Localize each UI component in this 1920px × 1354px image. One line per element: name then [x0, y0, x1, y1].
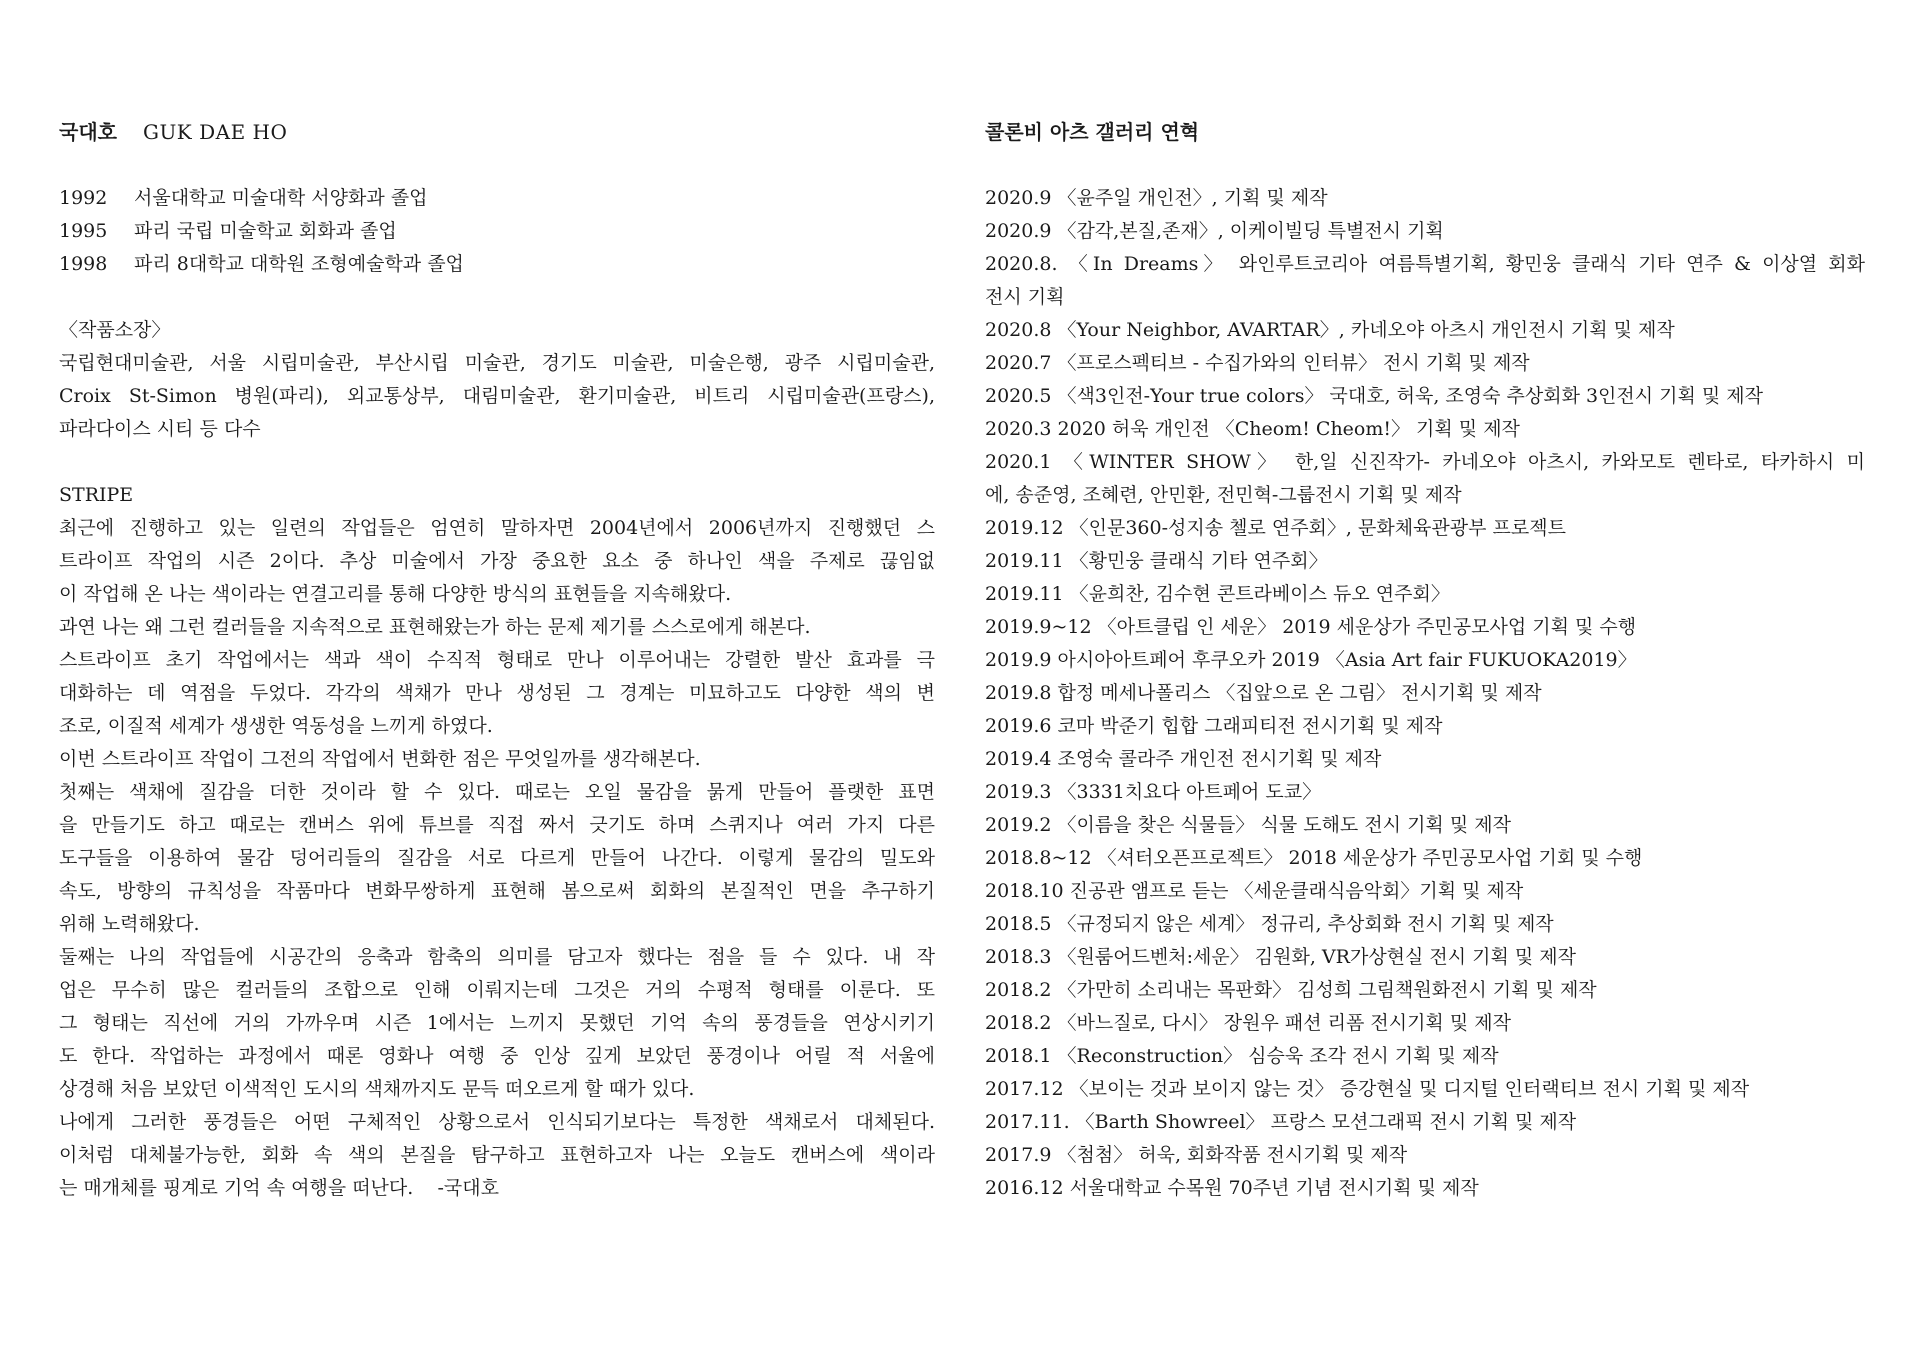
history-item: [985, 347, 1865, 380]
history-item: [985, 182, 1865, 215]
gallery-history-list: [985, 182, 1865, 1205]
education-item: [59, 182, 935, 215]
history-item: [985, 215, 1865, 248]
statement-line: 첫째는 색채에 질감을 더한 것이라 할 수 있다. 때로는 오일 물감을 묽게 만들어 플랫한 표면: [59, 781, 935, 803]
history-item: [985, 644, 1865, 677]
statement-line: 이번 스트라이프 작업이 그전의 작업에서 변화한 점은 무엇일까를 생각해본다.: [59, 748, 701, 770]
artist-name-en: GUK DAE HO: [142, 120, 288, 144]
statement-line: 도 한다. 작업하는 과정에서 때론 영화나 여행 중 인상 깊게 보았던 풍경이나 어릴 적 서울에: [59, 1045, 935, 1067]
history-item: [985, 380, 1865, 413]
statement-line: 최근에 진행하고 있는 일련의 작업들은 엄연히 말하자면 2004년에서 2006년까지 진행했던 스: [59, 517, 935, 539]
history-item-line: 2020.8. 〈In Dreams〉 와인루트코리아 여름특별기획, 황민웅 클래식 기타 연주 & 이상열 회화: [985, 253, 1865, 275]
history-item: [985, 545, 1865, 578]
history-item-line: 2019.9~12 〈아트클립 인 세운〉 2019 세운상가 주민공모사업 기획 및 수행: [985, 616, 1637, 638]
history-item: [985, 248, 1865, 314]
statement-line: 둘째는 나의 작업들에 시공간의 응축과 함축의 의미를 담고자 했다는 점을 들 수 있다. 내 작: [59, 946, 935, 968]
history-item-line: 2017.11. 〈Barth Showreel〉 프랑스 모션그래픽 전시 기획 및 제작: [985, 1111, 1577, 1133]
statement-line: 업은 무수히 많은 컬러들의 조합으로 인해 이뤄지는데 그것은 거의 수평적 형태를 이룬다. 또: [59, 979, 935, 1001]
statement-line: 과연 나는 왜 그런 컬러들을 지속적으로 표현해왔는가 하는 문제 제기를 스스로에게 해본다.: [59, 616, 811, 638]
education-year: 1998: [59, 253, 108, 275]
history-item-line: 2019.8 합정 메세나폴리스 〈집앞으로 온 그림〉 전시기획 및 제작: [985, 682, 1542, 704]
collection-line: 파라다이스 시티 등 다수: [59, 418, 261, 440]
statement-line: 스트라이프 초기 작업에서는 색과 색이 수직적 형태로 만나 이루어내는 강렬한 발산 효과를 극: [59, 649, 935, 671]
history-item-line: 2016.12 서울대학교 수목원 70주년 기념 전시기획 및 제작: [985, 1177, 1479, 1199]
history-item: [985, 413, 1865, 446]
history-item: [985, 842, 1865, 875]
artist-name-heading: [59, 116, 935, 149]
history-item-line: 2019.9 아시아아트페어 후쿠오카 2019 〈Asia Art fair FUKUOKA2019〉: [985, 649, 1637, 671]
history-item-line: 2019.2 〈이름을 찾은 식물들〉 식물 도해도 전시 기획 및 제작: [985, 814, 1511, 836]
statement-line: 이 작업해 온 나는 색이라는 연결고리를 통해 다양한 방식의 표현들을 지속해왔다.: [59, 583, 732, 605]
history-item-line: 2019.12 〈인문360-성지송 첼로 연주회〉, 문화체육관광부 프로젝트: [985, 517, 1566, 539]
history-item-line: 2020.9 〈감각,본질,존재〉, 이케이빌딩 특별전시 기획: [985, 220, 1444, 242]
statement-line: 상경해 처음 보았던 이색적인 도시의 색채까지도 문득 떠오르게 할 때가 있다.: [59, 1078, 695, 1100]
history-item: [985, 1040, 1865, 1073]
gallery-history-heading: 콜론비 아츠 갤러리 연혁: [985, 120, 1200, 144]
education-year: 1995: [59, 220, 108, 242]
stripe-heading: STRIPE: [59, 484, 134, 506]
collection-section: [59, 314, 935, 446]
statement-line: 이처럼 대체불가능한, 회화 속 색의 본질을 탐구하고 표현하고자 나는 오늘도 캔버스에 색이라: [59, 1144, 935, 1166]
history-item-line: 2019.11 〈황민웅 클래식 기타 연주회〉: [985, 550, 1328, 572]
statement-line: 조로, 이질적 세계가 생생한 역동성을 느끼게 하였다.: [59, 715, 493, 737]
history-item-line: 2018.2 〈바느질로, 다시〉 장원우 패션 리폼 전시기획 및 제작: [985, 1012, 1511, 1034]
statement-line: 는 매개체를 핑계로 기억 속 여행을 떠난다. -국대호: [59, 1177, 499, 1199]
education-year: 1992: [59, 187, 108, 209]
collection-line: Croix St-Simon 병원(파리), 외교통상부, 대림미술관, 환기미술관, 비트리 시립미술관(프랑스),: [59, 385, 935, 407]
education-text: 파리 8대학교 대학원 조형예술학과 졸업: [134, 253, 464, 275]
history-item: [985, 743, 1865, 776]
statement-line: 속도, 방향의 규칙성을 작품마다 변화무쌍하게 표현해 봄으로써 회화의 본질적인 면을 추구하기: [59, 880, 935, 902]
history-item-line: 2018.3 〈원룸어드벤처:세운〉 김원화, VR가상현실 전시 기획 및 제작: [985, 946, 1577, 968]
history-item: [985, 677, 1865, 710]
history-item-line: 2017.9 〈첨첨〉 허욱, 회화작품 전시기획 및 제작: [985, 1144, 1408, 1166]
statement-line: 트라이프 작업의 시즌 2이다. 추상 미술에서 가장 중요한 요소 중 하나인 색을 주제로 끊임없: [59, 550, 935, 572]
history-item-line: 2019.4 조영숙 콜라주 개인전 전시기획 및 제작: [985, 748, 1382, 770]
history-item: [985, 875, 1865, 908]
history-item-line: 2018.1 〈Reconstruction〉 심승욱 조각 전시 기획 및 제작: [985, 1045, 1499, 1067]
history-item: [985, 1172, 1865, 1205]
history-item-line: 2019.6 코마 박준기 힙합 그래피티전 전시기획 및 제작: [985, 715, 1443, 737]
history-item: [985, 974, 1865, 1007]
statement-line: 도구들을 이용하여 물감 덩어리들의 질감을 서로 다르게 만들어 나간다. 이렇게 물감의 밀도와: [59, 847, 935, 869]
history-item: [985, 446, 1865, 512]
history-item-line: 2019.3 〈3331치요다 아트페어 도쿄〉: [985, 781, 1322, 803]
history-item-line: 2020.1 〈WINTER SHOW〉 한,일 신진작가- 카네오야 아츠시, 카와모토 렌타로, 타카하시 미: [985, 451, 1865, 473]
statement-line: 을 만들기도 하고 때로는 캔버스 위에 튜브를 직접 짜서 긋기도 하며 스퀴지나 여러 가지 다른: [59, 814, 935, 836]
statement-line: 그 형태는 직선에 거의 가까우며 시즌 1에서는 느끼지 못했던 기억 속의 풍경들을 연상시키기: [59, 1012, 935, 1034]
history-item: [985, 908, 1865, 941]
history-item: [985, 578, 1865, 611]
history-item-line: 에, 송준영, 조혜련, 안민환, 전민혁-그룹전시 기획 및 제작: [985, 484, 1462, 506]
history-item: [985, 710, 1865, 743]
history-item-line: 2020.8 〈Your Neighbor, AVARTAR〉, 카네오야 아츠시 개인전시 기획 및 제작: [985, 319, 1675, 341]
history-item: [985, 809, 1865, 842]
history-item-line: 2019.11 〈윤희찬, 김수현 콘트라베이스 듀오 연주회〉: [985, 583, 1450, 605]
education-text: 파리 국립 미술학교 회화과 졸업: [134, 220, 397, 242]
history-item: [985, 941, 1865, 974]
history-item: [985, 1007, 1865, 1040]
history-item: [985, 776, 1865, 809]
statement-line: 나에게 그러한 풍경들은 어떤 구체적인 상황으로서 인식되기보다는 특정한 색채로서 대체된다.: [59, 1111, 935, 1133]
education-item: [59, 248, 935, 281]
statement-line: 대화하는 데 역점을 두었다. 각각의 색채가 만나 생성된 그 경계는 미묘하고도 다양한 색의 변: [59, 682, 935, 704]
history-item: [985, 314, 1865, 347]
stripe-statement: [59, 479, 935, 1205]
history-item-line: 2020.7 〈프로스펙티브 - 수집가와의 인터뷰〉 전시 기획 및 제작: [985, 352, 1530, 374]
history-item: [985, 611, 1865, 644]
education-list: [59, 182, 935, 281]
history-item-line: 전시 기획: [985, 286, 1065, 308]
history-item: [985, 1139, 1865, 1172]
history-item-line: 2018.2 〈가만히 소리내는 목판화〉 김성희 그림책원화전시 기획 및 제작: [985, 979, 1597, 1001]
artist-name-ko: 국대호: [59, 120, 117, 144]
education-item: [59, 215, 935, 248]
history-item-line: 2018.5 〈규정되지 않은 세계〉 정규리, 추상회화 전시 기획 및 제작: [985, 913, 1554, 935]
history-item: [985, 512, 1865, 545]
collection-line: 국립현대미술관, 서울 시립미술관, 부산시립 미술관, 경기도 미술관, 미술은행, 광주 시립미술관,: [59, 352, 935, 374]
history-item-line: 2018.8~12 〈셔터오픈프로젝트〉 2018 세운상가 주민공모사업 기회 및 수행: [985, 847, 1643, 869]
history-item: [985, 1073, 1865, 1106]
history-item: [985, 1106, 1865, 1139]
history-item-line: 2020.3 2020 허욱 개인전 〈Cheom! Cheom!〉 기획 및 제작: [985, 418, 1520, 440]
gallery-history-column: [985, 116, 1865, 1205]
history-item-line: 2020.9 〈윤주일 개인전〉, 기획 및 제작: [985, 187, 1328, 209]
history-item-line: 2018.10 진공관 앰프로 듣는 〈세운클래식음악회〉기획 및 제작: [985, 880, 1524, 902]
collection-heading: 〈작품소장〉: [59, 319, 171, 341]
history-item-line: 2017.12 〈보이는 것과 보이지 않는 것〉 증강현실 및 디지털 인터랙티브 전시 기획 및 제작: [985, 1078, 1750, 1100]
statement-line: 위해 노력해왔다.: [59, 913, 200, 935]
education-text: 서울대학교 미술대학 서양화과 졸업: [134, 187, 428, 209]
artist-bio-column: [59, 116, 935, 1205]
history-item-line: 2020.5 〈색3인전-Your true colors〉 국대호, 허욱, 조영숙 추상회화 3인전시 기획 및 제작: [985, 385, 1764, 407]
